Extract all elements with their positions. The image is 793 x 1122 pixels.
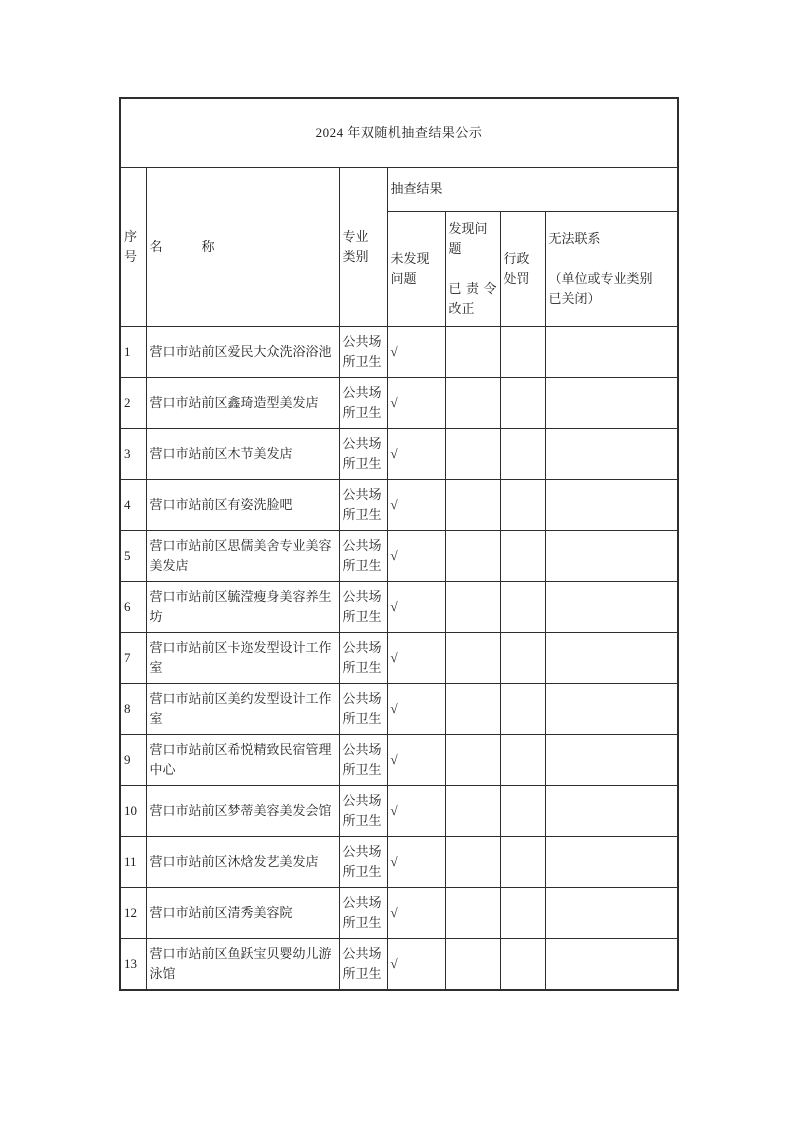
row-result-no-contact — [545, 684, 678, 735]
row-result-no-contact — [545, 735, 678, 786]
table-row — [120, 531, 678, 582]
row-result-no-problem: √ — [387, 531, 445, 582]
row-result-no-contact — [545, 378, 678, 429]
row-category: 公共场所卫生 — [339, 837, 387, 888]
table-row — [120, 378, 678, 429]
row-result-penalty — [500, 378, 545, 429]
page-title: 2024 年双随机抽查结果公示 — [120, 98, 678, 168]
row-result-penalty — [500, 888, 545, 939]
row-result-problem-found — [445, 735, 500, 786]
spacer — [549, 249, 675, 269]
row-category: 公共场所卫生 — [339, 888, 387, 939]
column-header-penalty — [500, 212, 545, 327]
row-result-no-problem: √ — [387, 735, 445, 786]
column-header-penalty-label: 行政处罚 — [503, 250, 530, 286]
column-header-problem-found — [445, 212, 500, 327]
column-header-no-problem: 未发现问题 — [387, 212, 445, 327]
column-header-no-contact-line1: 无法联系 — [548, 231, 601, 247]
column-header-problem-found-line1: 发现问题 — [448, 220, 488, 257]
column-header-seq: 序号 — [120, 168, 146, 327]
row-seq: 7 — [120, 633, 146, 684]
row-seq: 3 — [120, 429, 146, 480]
row-category: 公共场所卫生 — [339, 633, 387, 684]
row-category: 公共场所卫生 — [339, 684, 387, 735]
row-result-no-contact — [545, 837, 678, 888]
row-name: 营口市站前区卡迩发型设计工作室 — [146, 633, 339, 684]
row-seq: 5 — [120, 531, 146, 582]
table-row — [120, 888, 678, 939]
row-result-penalty — [500, 939, 545, 990]
row-result-penalty — [500, 480, 545, 531]
row-result-no-contact — [545, 531, 678, 582]
row-seq: 1 — [120, 327, 146, 378]
row-result-no-problem: √ — [387, 378, 445, 429]
table-row — [120, 633, 678, 684]
row-name: 营口市站前区毓滢瘦身美容养生坊 — [146, 582, 339, 633]
row-result-problem-found — [445, 633, 500, 684]
header-row-top — [120, 168, 678, 212]
table-row — [120, 735, 678, 786]
row-result-no-problem: √ — [387, 684, 445, 735]
row-result-penalty — [500, 582, 545, 633]
row-name: 营口市站前区思儒美舍专业美容美发店 — [146, 531, 339, 582]
column-header-category — [339, 168, 387, 327]
row-result-no-problem: √ — [387, 429, 445, 480]
row-seq: 11 — [120, 837, 146, 888]
row-result-problem-found — [445, 327, 500, 378]
row-result-no-contact — [545, 480, 678, 531]
inspection-results-table — [119, 97, 679, 991]
table-row — [120, 327, 678, 378]
row-seq: 13 — [120, 939, 146, 990]
row-category: 公共场所卫生 — [339, 735, 387, 786]
row-seq: 12 — [120, 888, 146, 939]
row-result-no-problem: √ — [387, 939, 445, 990]
row-result-no-contact — [545, 429, 678, 480]
row-result-no-problem: √ — [387, 582, 445, 633]
row-name: 营口市站前区梦蒂美容美发会馆 — [146, 786, 339, 837]
row-result-penalty — [500, 837, 545, 888]
table-row — [120, 939, 678, 990]
row-name: 营口市站前区木节美发店 — [146, 429, 339, 480]
row-result-problem-found — [445, 531, 500, 582]
row-result-problem-found — [445, 837, 500, 888]
table-row — [120, 480, 678, 531]
row-result-no-contact — [545, 633, 678, 684]
table-row — [120, 429, 678, 480]
row-result-no-contact — [545, 582, 678, 633]
row-category: 公共场所卫生 — [339, 786, 387, 837]
row-result-problem-found — [445, 888, 500, 939]
row-name: 营口市站前区有姿洗脸吧 — [146, 480, 339, 531]
table-row — [120, 837, 678, 888]
row-name: 营口市站前区鱼跃宝贝婴幼儿游泳馆 — [146, 939, 339, 990]
row-result-no-problem: √ — [387, 633, 445, 684]
column-header-result-group: 抽查结果 — [387, 168, 678, 212]
table-row — [120, 684, 678, 735]
column-header-category-label: 专业类别 — [342, 228, 369, 264]
row-category: 公共场所卫生 — [339, 531, 387, 582]
row-result-problem-found — [445, 378, 500, 429]
row-seq: 2 — [120, 378, 146, 429]
row-result-no-problem: √ — [387, 786, 445, 837]
row-category: 公共场所卫生 — [339, 378, 387, 429]
row-seq: 10 — [120, 786, 146, 837]
row-result-penalty — [500, 633, 545, 684]
column-header-no-contact-line2: （单位或专业类别已关闭） — [548, 270, 653, 306]
row-result-no-problem: √ — [387, 327, 445, 378]
row-name: 营口市站前区爱民大众洗浴浴池 — [146, 327, 339, 378]
row-category: 公共场所卫生 — [339, 582, 387, 633]
row-result-penalty — [500, 735, 545, 786]
column-header-problem-found-line2: 已责令改正 — [448, 280, 497, 316]
table-row — [120, 786, 678, 837]
column-header-no-contact — [545, 212, 678, 327]
row-category: 公共场所卫生 — [339, 480, 387, 531]
row-result-penalty — [500, 429, 545, 480]
row-result-problem-found — [445, 429, 500, 480]
row-result-penalty — [500, 327, 545, 378]
row-name: 营口市站前区鑫琦造型美发店 — [146, 378, 339, 429]
row-result-penalty — [500, 531, 545, 582]
row-name: 营口市站前区沐焓发艺美发店 — [146, 837, 339, 888]
row-result-no-contact — [545, 786, 678, 837]
row-seq: 9 — [120, 735, 146, 786]
row-seq: 6 — [120, 582, 146, 633]
row-name: 营口市站前区希悦精致民宿管理中心 — [146, 735, 339, 786]
row-result-no-contact — [545, 939, 678, 990]
row-seq: 8 — [120, 684, 146, 735]
title-row — [120, 98, 678, 168]
row-result-problem-found — [445, 786, 500, 837]
row-category: 公共场所卫生 — [339, 327, 387, 378]
row-result-no-problem: √ — [387, 837, 445, 888]
row-result-no-problem: √ — [387, 888, 445, 939]
row-result-penalty — [500, 684, 545, 735]
row-name: 营口市站前区美约发型设计工作室 — [146, 684, 339, 735]
row-result-no-contact — [545, 888, 678, 939]
row-result-problem-found — [445, 480, 500, 531]
row-name: 营口市站前区清秀美容院 — [146, 888, 339, 939]
row-result-penalty — [500, 786, 545, 837]
table-body — [120, 327, 678, 990]
row-result-problem-found — [445, 582, 500, 633]
spacer — [449, 259, 497, 279]
row-result-problem-found — [445, 684, 500, 735]
row-seq: 4 — [120, 480, 146, 531]
row-result-no-contact — [545, 327, 678, 378]
row-result-problem-found — [445, 939, 500, 990]
column-header-name: 名 称 — [146, 168, 339, 327]
table-row — [120, 582, 678, 633]
row-category: 公共场所卫生 — [339, 939, 387, 990]
row-category: 公共场所卫生 — [339, 429, 387, 480]
row-result-no-problem: √ — [387, 480, 445, 531]
